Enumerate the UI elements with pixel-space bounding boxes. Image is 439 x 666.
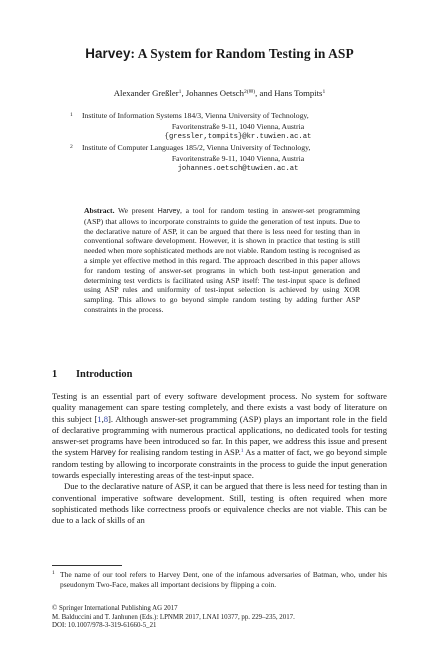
body-text (52, 391, 387, 527)
publication-footer (52, 605, 387, 631)
section-title: Introduction (76, 369, 133, 380)
affiliation-number: 2 (70, 144, 73, 150)
author-gressler-affil: 1 (178, 89, 182, 95)
paragraph (52, 391, 387, 481)
abstract-system-name: Harvey (157, 207, 181, 215)
author-oetsch: Johannes Oetsch (185, 88, 244, 98)
author-gressler: Alexander Greßler (113, 88, 179, 98)
copyright-line: © Springer International Publishing AG 2017 (52, 605, 178, 612)
citation-separator: , (101, 413, 104, 424)
paragraph-text: As a matter of fact, we go beyond simple random testing by allowing to incorporate constraints in the process to guide the input generation towards especially interesting areas of the test-input space. (52, 447, 387, 481)
editors-line: M. Balduccini and T. Janhunen (Eds.): LPNMR 2017, LNAI 10377, pp. 229–235, 2017. (52, 613, 295, 621)
doi-line: DOI: 10.1007/978-3-319-61660-5_21 (52, 622, 157, 630)
author-tompits: Hans Tompits (274, 88, 323, 98)
affiliation-1 (70, 111, 398, 143)
citation-link[interactable]: 8 (103, 413, 109, 424)
footnote-text: The name of our tool refers to Harvey Dent, one of the infamous adversaries of Batman, who, under his pseudonym Two-Face, makes all important decisions by flipping a coin. (60, 570, 387, 589)
title-rest: : A System for Random Testing in ASP (130, 46, 354, 61)
abstract-text: , a tool for random testing in answer-set programming (ASP) that allows to incorporate constraints to guide the generation of test inputs. Due to the declarative nature of ASP, it can be argued that there is less need for testing than in conventional software development. However, it is shown in practice that testing is still needed when more sophisticated methods are not viable. Random testing is recognised as a simple yet effective method in this regard. The approach described in this paper allows for random testing of answer-set programs in which both test-input generation and determining test verdicts is facilitated using ASP itself: The test-input space is defined using ASP rules and uniformity of test-input selection is achieved by using XOR sampling. This allows to go beyond simple random testing by adding further ASP constraints in the process. (84, 206, 360, 314)
paragraph: Due to the declarative nature of ASP, it can be argued that there is less need for testing than in conventional imperative software development. Still, testing is often required when more sophisticated methods like correctness proofs or equivalence checks are not viable. This can be due to a lack of skills of an (52, 481, 387, 526)
affiliation-email: {gressler,tompits}@kr.tuwien.ac.at (164, 133, 312, 142)
abstract-text: We present (114, 206, 158, 215)
affiliation-address: Favoritenstraße 9-11, 1040 Vienna, Austria (171, 153, 305, 163)
author-separator: , (181, 88, 186, 98)
body-system-name: Harvey (90, 448, 116, 458)
title-system-name: Harvey (85, 46, 131, 61)
author-oetsch-affil: 2(✉) (243, 89, 256, 95)
footnote-link[interactable]: 1 (240, 448, 244, 455)
footnote-number: 1 (52, 570, 55, 576)
affiliation-address: Favoritenstraße 9-11, 1040 Vienna, Austria (171, 121, 305, 131)
affiliation-institute: Institute of Information Systems 184/3, Vienna University of Technology, (82, 111, 309, 120)
affiliation-number: 1 (70, 112, 73, 118)
section-number: 1 (52, 369, 58, 380)
author-list (0, 88, 439, 98)
paragraph-text: for realising random testing in ASP. (115, 447, 241, 458)
affiliation-email: johannes.oetsch@tuwien.ac.at (177, 165, 299, 174)
paragraph-text: Testing is an essential part of every software development process. No system for software quality management can spare testing completely, and there exists a vast body of literature on this subject [ (52, 391, 387, 424)
footnote (52, 570, 387, 589)
citation-link[interactable]: 1 (97, 413, 102, 424)
abstract-label: Abstract. (84, 206, 115, 215)
footnote-rule (52, 565, 122, 566)
paper-title (0, 46, 439, 62)
abstract (84, 206, 360, 315)
affiliation-institute: Institute of Computer Languages 185/2, Vienna University of Technology, (82, 143, 311, 152)
affiliation-2 (70, 143, 398, 175)
section-heading (52, 369, 132, 380)
author-tompits-affil: 1 (322, 89, 326, 95)
paragraph-text: ]. Although answer-set programming (ASP) plays an important role in the field of declarative programming with numerous practical applications, no dedicated tools for testing answer-set programs have been introduced so far. In this paper, we address this issue and present the system (52, 413, 388, 458)
author-separator: , and (255, 88, 275, 98)
